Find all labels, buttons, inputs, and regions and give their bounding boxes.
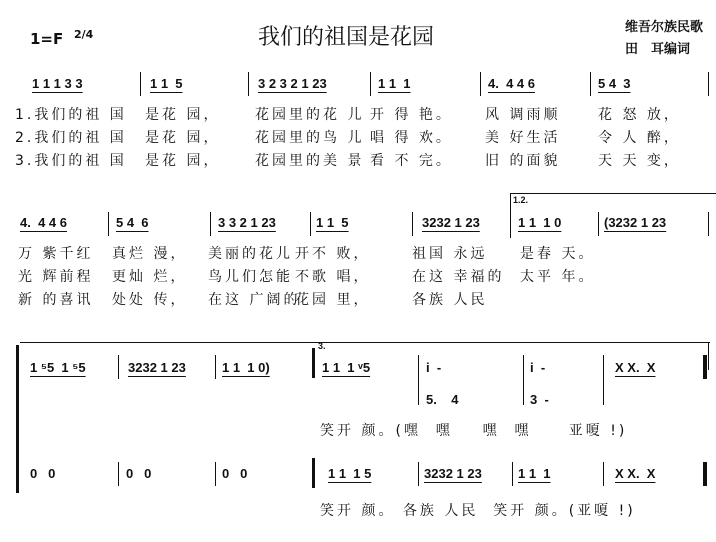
lyric-segment: 不歌 唱， bbox=[295, 269, 371, 285]
measure: X X. X bbox=[615, 360, 656, 375]
lyric-segment: 鸟儿们怎能 bbox=[208, 269, 293, 285]
lyric-segment: 开不 败， bbox=[295, 246, 371, 262]
lyric-segment: 令 人 醉， bbox=[598, 130, 681, 146]
measure: 1 1 1 bbox=[378, 76, 411, 91]
volta-label: 3. bbox=[318, 341, 326, 351]
lyric-segment: 花园里的花 儿 bbox=[255, 107, 365, 123]
measure: 1 1 5 bbox=[150, 76, 183, 91]
measure: 4. 4 4 6 bbox=[488, 76, 535, 91]
measure: 1 ⁵5 1 ⁵5 bbox=[30, 360, 86, 375]
lyric-segment: 各族 人民 bbox=[412, 292, 488, 308]
lyric-segment: 太平 年。 bbox=[520, 269, 596, 285]
measure: 1 1 1 0 bbox=[518, 215, 562, 230]
time-signature: 2/4 bbox=[74, 28, 94, 41]
volta-label: 1.2. bbox=[513, 195, 529, 205]
measure: 1 1 1 ᵛ5 bbox=[322, 360, 371, 375]
measure: 1 1 1 5 bbox=[328, 466, 372, 481]
harmony-measure: 3 - bbox=[530, 392, 549, 407]
lyric-segment: 真烂 漫， bbox=[112, 246, 188, 262]
lyric-segment: 处处 传， bbox=[112, 292, 188, 308]
lyric-segment: 花园 里， bbox=[295, 292, 371, 308]
lyric-segment: 天 天 变， bbox=[598, 153, 681, 169]
lyric-segment: 3.我们的祖 国 bbox=[15, 153, 127, 169]
measure: 5 4 6 bbox=[116, 215, 149, 230]
lyric-segment: 在这 幸福的 bbox=[412, 269, 505, 285]
measure: 0 0 bbox=[126, 466, 152, 481]
lyrics-line: 笑开 颜。 各族 人民 笑开 颜。(亚嗄 !) bbox=[320, 503, 636, 519]
measure: 3 3 2 1 23 bbox=[218, 215, 276, 230]
lyrics-line: 笑开 颜。(嘿 嘿 嘿 嘿 亚嗄 !) bbox=[320, 423, 628, 439]
song-title: 我们的祖国是花园 bbox=[258, 25, 435, 50]
harmony-measure: 5. 4 bbox=[426, 392, 459, 407]
lyric-segment: 更灿 烂， bbox=[112, 269, 188, 285]
lyric-segment: 美 好生活 bbox=[485, 130, 561, 146]
lyric-segment: 是春 天。 bbox=[520, 246, 596, 262]
lyric-segment: 花 怒 放， bbox=[598, 107, 681, 123]
measure: (3232 1 23 bbox=[604, 215, 667, 230]
lyric-segment: 旧 的面貌 bbox=[485, 153, 561, 169]
lyric-segment: 在这 广阔的 bbox=[208, 292, 301, 308]
measure: 1 1 1 bbox=[518, 466, 551, 481]
measure: 3232 1 23 bbox=[424, 466, 482, 481]
key-signature: 1=F bbox=[30, 30, 64, 48]
source-credit: 维吾尔族民歌 bbox=[625, 20, 704, 35]
measure: X X. X bbox=[615, 466, 656, 481]
measure: 1 1 1 0) bbox=[222, 360, 270, 375]
measure: 5 4 3 bbox=[598, 76, 631, 91]
lyric-segment: 光 辉前程 bbox=[18, 269, 94, 285]
lyric-segment: 唱 得 欢。 bbox=[370, 130, 453, 146]
measure: 4. 4 4 6 bbox=[20, 215, 67, 230]
measure: i - bbox=[426, 360, 442, 375]
measure: 0 0 bbox=[222, 466, 248, 481]
lyric-segment: 是花 园， bbox=[145, 130, 221, 146]
lyric-segment: 美丽的花儿 bbox=[208, 246, 293, 262]
lyric-segment: 花园里的美 景 bbox=[255, 153, 365, 169]
lyric-segment: 新 的喜讯 bbox=[18, 292, 94, 308]
measure: i - bbox=[530, 360, 546, 375]
lyric-segment: 风 调雨顺 bbox=[485, 107, 561, 123]
measure: 3 2 3 2 1 23 bbox=[258, 76, 327, 91]
measure: 3232 1 23 bbox=[422, 215, 480, 230]
lyric-segment: 花园里的鸟 儿 bbox=[255, 130, 365, 146]
measure: 1 1 1 3 3 bbox=[32, 76, 83, 91]
lyric-segment: 是花 园， bbox=[145, 153, 221, 169]
measure: 1 1 5 bbox=[316, 215, 349, 230]
lyric-segment: 2.我们的祖 国 bbox=[15, 130, 127, 146]
lyric-segment: 开 得 艳。 bbox=[370, 107, 453, 123]
lyric-segment: 万 紫千红 bbox=[18, 246, 94, 262]
lyric-segment: 祖国 永远 bbox=[412, 246, 488, 262]
lyricist-credit: 田 耳编词 bbox=[625, 42, 691, 57]
lyric-segment: 是花 园， bbox=[145, 107, 221, 123]
measure: 0 0 bbox=[30, 466, 56, 481]
lyric-segment: 1.我们的祖 国 bbox=[15, 107, 127, 123]
measure: 3232 1 23 bbox=[128, 360, 186, 375]
lyric-segment: 看 不 完。 bbox=[370, 153, 453, 169]
